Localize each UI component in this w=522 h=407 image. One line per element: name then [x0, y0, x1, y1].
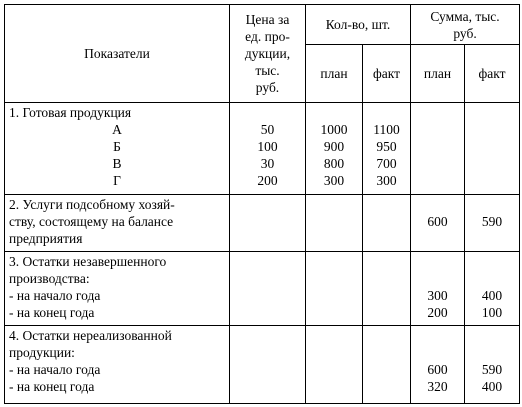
section3-qty-plan-cell — [306, 252, 363, 326]
section3-start-label: - на начало года — [9, 288, 101, 303]
section2-qty-fact-cell — [363, 195, 411, 252]
section2-line: предприятия — [9, 231, 83, 246]
table-row — [5, 195, 520, 252]
section3-qty-fact-cell — [363, 252, 411, 326]
section2-sum-plan-cell — [411, 195, 465, 252]
product-price: 100 — [257, 139, 278, 154]
section2-sum-fact-cell — [465, 195, 520, 252]
section2-price-cell — [230, 195, 306, 252]
section1-price-cell — [230, 103, 306, 195]
header-qty-plan: план — [306, 45, 363, 103]
section2-sum-plan: 600 — [427, 214, 448, 229]
section1-label-cell — [5, 103, 230, 195]
header-sum-fact: факт — [465, 45, 520, 103]
header-qty-fact: факт — [363, 45, 411, 103]
section3-end-plan: 200 — [427, 305, 448, 320]
section4-line: продукции: — [9, 345, 75, 360]
section4-sum-fact-cell — [465, 326, 520, 404]
section4-line: 4. Остатки нереализованной — [9, 328, 172, 343]
section2-line: ству, состоящему на балансе — [9, 214, 174, 229]
section3-line: 3. Остатки незавершенного — [9, 254, 167, 269]
table-row — [5, 252, 520, 326]
product-price: 50 — [260, 122, 275, 137]
product-price: 30 — [260, 156, 275, 171]
section3-price-cell — [230, 252, 306, 326]
table-row — [5, 103, 520, 195]
section1-sum-fact-cell — [465, 103, 520, 195]
product-qty-fact: 1100 — [373, 122, 400, 137]
product-name: В — [112, 156, 122, 171]
section2-sum-fact: 590 — [481, 214, 503, 229]
table-row — [5, 326, 520, 404]
indicators-table — [4, 4, 520, 404]
product-qty-fact: 300 — [376, 173, 397, 188]
product-qty-plan: 300 — [323, 173, 345, 188]
section2-label-cell — [5, 195, 230, 252]
product-name: Б — [113, 139, 121, 154]
product-name: Г — [113, 173, 121, 188]
section2-line: 2. Услуги подсобному хозяй- — [9, 197, 175, 212]
section4-end-fact: 400 — [481, 379, 503, 394]
section4-label-cell — [5, 326, 230, 404]
header-price-line: тыс. — [255, 63, 280, 78]
section2-qty-plan-cell — [306, 195, 363, 252]
section4-qty-plan-cell — [306, 326, 363, 404]
section3-label-cell — [5, 252, 230, 326]
product-qty-fact: 950 — [376, 139, 397, 154]
section1-qty-fact-cell — [363, 103, 411, 195]
section3-start-fact: 400 — [481, 288, 503, 303]
product-qty-plan: 800 — [323, 156, 345, 171]
section3-end-label: - на конец года — [9, 305, 95, 320]
section4-start-plan: 600 — [427, 362, 448, 377]
section3-start-plan: 300 — [427, 288, 448, 303]
section1-title: 1. Готовая продукция — [9, 105, 132, 120]
product-qty-plan: 1000 — [320, 122, 348, 137]
header-sum — [411, 5, 520, 45]
section3-sum-fact-cell — [465, 252, 520, 326]
section4-sum-plan-cell — [411, 326, 465, 404]
section4-qty-fact-cell — [363, 326, 411, 404]
section4-start-fact: 590 — [481, 362, 503, 377]
header-sum-plan: план — [411, 45, 465, 103]
section1-qty-plan-cell — [306, 103, 363, 195]
section3-sum-plan-cell — [411, 252, 465, 326]
header-price — [230, 5, 306, 103]
header-price-line: ед. про- — [245, 29, 290, 44]
section3-end-fact: 100 — [481, 305, 503, 320]
product-price: 200 — [257, 173, 278, 188]
product-name: А — [112, 122, 122, 137]
product-qty-plan: 900 — [323, 139, 345, 154]
header-price-line: дукции, — [244, 46, 291, 61]
section4-price-cell — [230, 326, 306, 404]
section4-end-label: - на конец года — [9, 379, 95, 394]
header-sum-line: Сумма, тыс. — [430, 8, 500, 24]
header-qty: Кол-во, шт. — [306, 5, 411, 45]
section4-end-plan: 320 — [427, 379, 448, 394]
header-sum-line: руб. — [453, 25, 477, 41]
header-price-line: Цена за — [245, 12, 290, 27]
header-indicators: Показатели — [5, 5, 230, 103]
product-qty-fact: 700 — [376, 156, 397, 171]
section4-start-label: - на начало года — [9, 362, 101, 377]
section1-sum-plan-cell — [411, 103, 465, 195]
header-price-line: руб. — [255, 80, 280, 95]
section3-line: производства: — [9, 271, 90, 286]
